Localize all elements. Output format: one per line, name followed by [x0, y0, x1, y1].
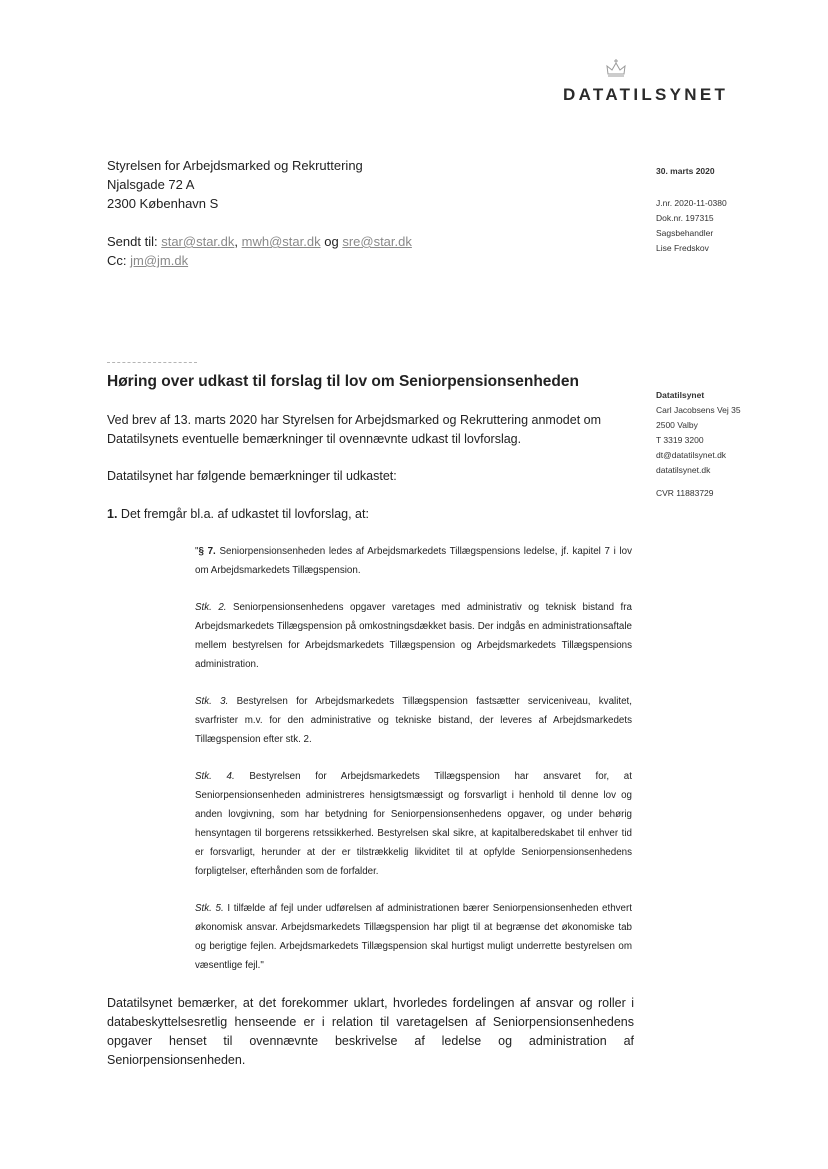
and-word: og — [324, 234, 339, 249]
cc-label: Cc: — [107, 253, 127, 268]
recipient-street: Njalsgade 72 A — [107, 177, 195, 192]
stk-3-text: Bestyrelsen for Arbejdsmarkedets Tillægspension fastsætter serviceniveau, kvalitet, svarfrister m.v. for den administrative og tekniske bistand, der leveres af Arbejdsmarkedets Tillægspension efter stk. 2. — [195, 696, 632, 745]
divider-rule — [107, 362, 197, 363]
case-handler-name: Lise Fredskov — [656, 243, 709, 253]
crown-icon — [604, 58, 628, 80]
document-number: Dok.nr. 197315 — [656, 213, 714, 223]
email-link-sre[interactable]: sre@star.dk — [342, 234, 412, 249]
email-link-mwh[interactable]: mwh@star.dk — [241, 234, 321, 249]
email-separator: , — [234, 234, 239, 249]
sent-to-line — [107, 232, 412, 251]
quote-stk-3 — [195, 692, 632, 749]
point-1-number: 1. — [107, 507, 118, 521]
quote-stk-2 — [195, 598, 632, 674]
sender-address — [656, 388, 741, 478]
page-title: Høring over udkast til forslag til lov om Seniorpensionsenheden — [107, 373, 579, 390]
stk-5-label: Stk. 5. — [195, 903, 224, 914]
point-1-text: Det fremgår bl.a. af udkastet til lovforslag, at: — [120, 507, 369, 521]
quote-open-mark: " — [195, 546, 199, 557]
sender-name: Datatilsynet — [656, 390, 705, 400]
conclusion-paragraph: Datatilsynet bemærker, at det forekommer uklart, hvorledes fordelingen af ansvar og roller i databeskyttelsesretlig henseende er i relation til varetagelsen af Seniorpensionsenhedens opgaver henset til ovennævnte beskrivelse af ledelse og administration af Seniorpensionsenheden. — [107, 996, 634, 1067]
quote-stk-5 — [195, 899, 632, 975]
quote-stk-4 — [195, 767, 632, 881]
sender-website: datatilsynet.dk — [656, 465, 711, 475]
section-7-text: Seniorpensionsenheden ledes af Arbejdsmarkedets Tillægspensions ledelse, jf. kapitel 7 i lov om Arbejdsmarkedets Tillægspension. — [195, 546, 632, 576]
sender-city: 2500 Valby — [656, 420, 698, 430]
sender-phone: T 3319 3200 — [656, 435, 704, 445]
sender-email: dt@datatilsynet.dk — [656, 450, 727, 460]
sent-to-label: Sendt til: — [107, 234, 158, 249]
recipient-address — [107, 156, 363, 213]
stk-5-text: I tilfælde af fejl under udførelsen af administrationen bærer Seniorpensionsenheden ethvert økonomisk ansvar. Arbejdsmarkedets Tillægspension har pligt til at begrænse det økonomiske tab og berigtige fejlen. Arbejdsmarkedets Tillægspension skal hurtigst muligt underrette bestyrelsen om væsentlige fejl." — [195, 903, 632, 971]
sent-to-block — [107, 232, 412, 270]
quote-paragraph-7 — [195, 542, 632, 580]
sender-street: Carl Jacobsens Vej 35 — [656, 405, 741, 415]
intro-paragraph — [107, 411, 637, 449]
stk-4-text: Bestyrelsen for Arbejdsmarkedets Tillægspension har ansvaret for, at Seniorpensionsenheden administreres hensigtsmæssigt og forsvarligt i henhold til denne lov og anden lovgivning, som har betydning for Seniorpensionsenhedens opgaver, og under behørig hensyntagen til borgerens retssikkerhed. Bestyrelsen skal sikre, at kapitalberedskabet til enhver tid er forsvarligt, herunder at der er tilstrækkelig likviditet til at opfylde Seniorpensionsenhedens forpligtelser, efterhånden som de forfalder. — [195, 771, 632, 877]
case-handler-label: Sagsbehandler — [656, 228, 714, 238]
stk-2-text: Seniorpensionsenhedens opgaver varetages med administrativ og teknisk bistand fra Arbejdsmarkedets Tillægspension på omkostningsdækket basis. Der indgås en administrationsaftale mellem bestyrelsen for Arbejdsmarkedets Tillægspension og Arbejdsmarkedets Tillægspensions administration. — [195, 602, 632, 670]
remarks-intro: Datatilsynet har følgende bemærkninger til udkastet: — [107, 469, 397, 483]
logo-wordmark: DATATILSYNET — [563, 85, 729, 104]
stk-4-label: Stk. 4. — [195, 771, 235, 782]
section-7-label: § 7. — [198, 546, 216, 557]
cc-line — [107, 251, 412, 270]
case-metadata — [656, 196, 727, 256]
stk-3-label: Stk. 3. — [195, 696, 229, 707]
email-link-cc[interactable]: jm@jm.dk — [130, 253, 189, 268]
sender-cvr: CVR 11883729 — [656, 488, 714, 498]
email-link-star[interactable]: star@star.dk — [161, 234, 235, 249]
recipient-city: 2300 København S — [107, 196, 219, 211]
letter-date: 30. marts 2020 — [656, 166, 715, 176]
journal-number: J.nr. 2020-11-0380 — [656, 198, 727, 208]
point-1 — [107, 505, 637, 524]
intro-line-1: Ved brev af 13. marts 2020 har Styrelsen for Arbejdsmarked og Rekruttering anmodet om — [107, 413, 602, 427]
recipient-name: Styrelsen for Arbejdsmarked og Rekruttering — [107, 158, 363, 173]
stk-2-label: Stk. 2. — [195, 602, 227, 613]
intro-line-2: Datatilsynets eventuelle bemærkninger til ovennævnte udkast til lovforslag. — [107, 432, 522, 446]
